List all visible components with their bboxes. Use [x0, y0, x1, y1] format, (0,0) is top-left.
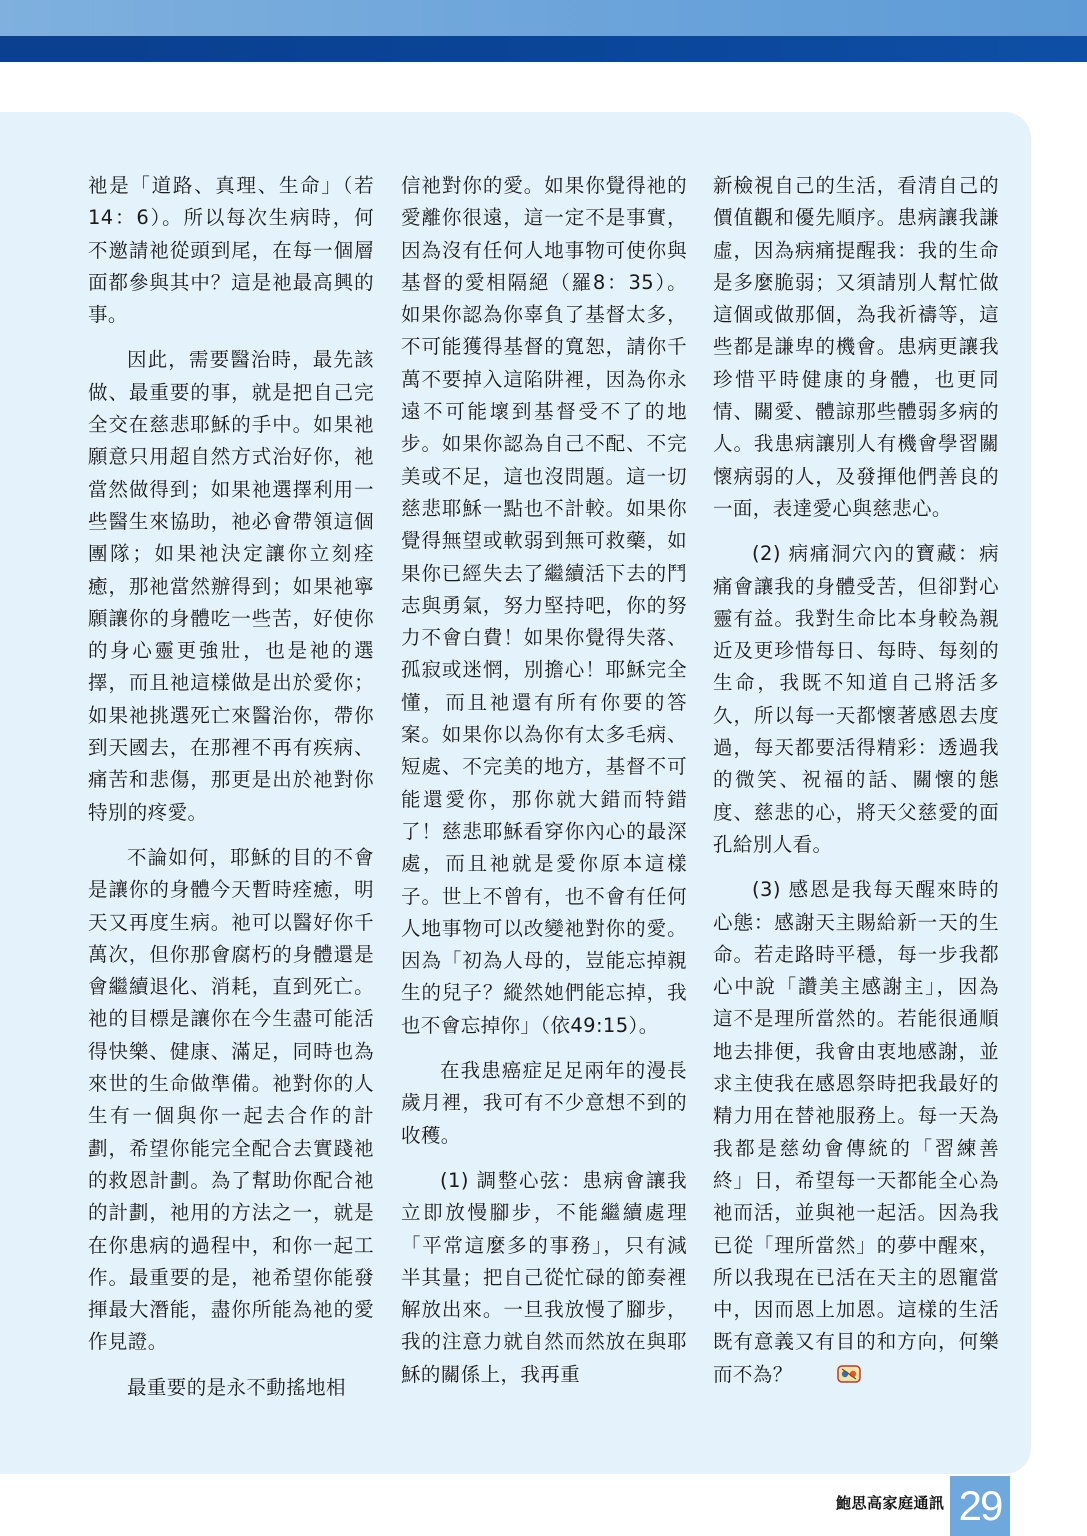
header-band-dark [0, 36, 1087, 62]
paragraph: 信祂對你的愛。如果你覺得祂的愛離你很遠，這一定不是事實，因為沒有任何人地事物可使你與基督的愛相隔絕（羅8：35）。如果你認為你辜負了基督太多，不可能獲得基督的寬恕，請你千萬不要掉入這陷阱裡，因為你永遠不可能壞到基督受不了的地步。如果你認為自己不配、不完美或不足，這也沒問題。這一切慈悲耶穌一點也不計較。如果你覺得無望或軟弱到無可救藥，如果你已經失去了繼續活下去的鬥志與勇氣，努力堅持吧，你的努力不會白費！如果你覺得失落、孤寂或迷惘，別擔心！耶穌完全懂，而且祂還有所有你要的答案。如果你以為你有太多毛病、短處、不完美的地方，基督不可能還愛你，那你就大錯而特錯了！慈悲耶穌看穿你內心的最深處，而且祂就是愛你原本這樣子。世上不曾有，也不會有任何人地事物可以改變祂對你的愛。因為「初為人母的，豈能忘掉親生的兒子？縱然她們能忘掉，我也不會忘掉你」（依49:15）。 [401, 174, 687, 1037]
page-number: 29 [950, 1476, 1010, 1536]
paragraph: 不論如何，耶穌的目的不會是讓你的身體今天暫時痊癒，明天又再度生病。祂可以醫好你千萬次，但你那會腐朽的身體還是會繼續退化、消耗，直到死亡。祂的目標是讓你在今生盡可能活得快樂、健康、滿足，同時也為來世的生命做準備。祂對你的人生有一個與你一起去合作的計劃，希望你能完全配合去實踐祂的救恩計劃。為了幫助你配合祂的計劃，祂用的方法之一，就是在你患病的過程中，和你一起工作。最重要的是，祂希望你能發揮最大潛能，盡你所能為祂的愛作見證。 [88, 845, 374, 1354]
publication-title: 鮑思高家庭通訊 [836, 1494, 945, 1512]
paragraph: (2) 病痛洞穴內的寶藏：病痛會讓我的身體受苦，但卻對心靈有益。我對生命比本身較為親近及更珍惜每日、每時、每刻的生命，我既不知道自己將活多久，所以每一天都懷著感恩去度過，每天都要活得精彩：透過我的微笑、祝福的話、關懷的態度、慈悲的心，將天父慈愛的面孔給別人看。 [713, 542, 999, 856]
paragraph: 新檢視自己的生活，看清自己的價值觀和優先順序。患病讓我謙虛，因為病痛提醒我：我的生命是多麼脆弱；又須請別人幫忙做這個或做那個，為我祈禱等，這些都是謙卑的機會。患病更讓我珍惜平時健康的身體，也更同情、關愛、體諒那些體弱多病的人。我患病讓別人有機會學習關懷病弱的人，及發揮他們善良的一面，表達愛心與慈悲心。 [713, 174, 999, 520]
paragraph: 最重要的是永不動搖地相 [127, 1375, 346, 1399]
paragraph: (1) 調整心弦：患病會讓我立即放慢腳步，不能繼續處理「平常這麼多的事務」，只有減半其量；把自己從忙碌的節奏裡解放出來。一旦我放慢了腳步，我的注意力就自然而然放在與耶穌的關係上，我再重 [401, 1168, 687, 1386]
paragraph: 在我患癌症足足兩年的漫長歲月裡，我可有不少意想不到的收穫。 [401, 1059, 687, 1147]
paragraph: 祂是「道路、真理、生命」（若14：6）。所以每次生病時，何不邀請祂從頭到尾，在每一個層面都參與其中？這是祂最高興的事。 [88, 174, 374, 327]
article-column-2 [401, 170, 687, 1404]
paragraph: 因此，需要醫治時，最先該做、最重要的事，就是把自己完全交在慈悲耶穌的手中。如果祂願意只用超自然方式治好你，祂當然做得到；如果祂選擇利用一些醫生來協助，祂必會帶領這個團隊；如果祂決定讓你立刻痊癒，那祂當然辦得到；如果祂寧願讓你的身體吃一些苦，好使你的身心靈更強壯，也是祂的選擇，而且祂這樣做是出於愛你；如果祂挑選死亡來醫治你，帶你到天國去，在那裡不再有疾病、痛苦和悲傷，那更是出於祂對你特別的疼愛。 [88, 348, 374, 824]
end-seal-icon [797, 1363, 823, 1385]
paragraph [713, 874, 999, 1391]
header-band-light [0, 0, 1087, 36]
article-column-3 [713, 170, 999, 1404]
article-column-1 [88, 170, 374, 1417]
paragraph-text: (3) 感恩是我每天醒來時的心態：感謝天主賜給新一天的生命。若走路時平穩，每一步我都心中說「讚美主感謝主」，因為這不是理所當然的。若能很通順地去排便，我會由衷地感謝，並求主使我在感恩祭時把我最好的精力用在替祂服務上。每一天為我都是慈幼會傳統的「習練善終」日，希望每一天都能全心為祂而活，並與祂一起活。因為我已從「理所當然」的夢中醒來，所以我現在已活在天主的恩寵當中，因而恩上加恩。這樣的生活既有意義又有目的和方向，何樂而不為？ [713, 878, 999, 1386]
